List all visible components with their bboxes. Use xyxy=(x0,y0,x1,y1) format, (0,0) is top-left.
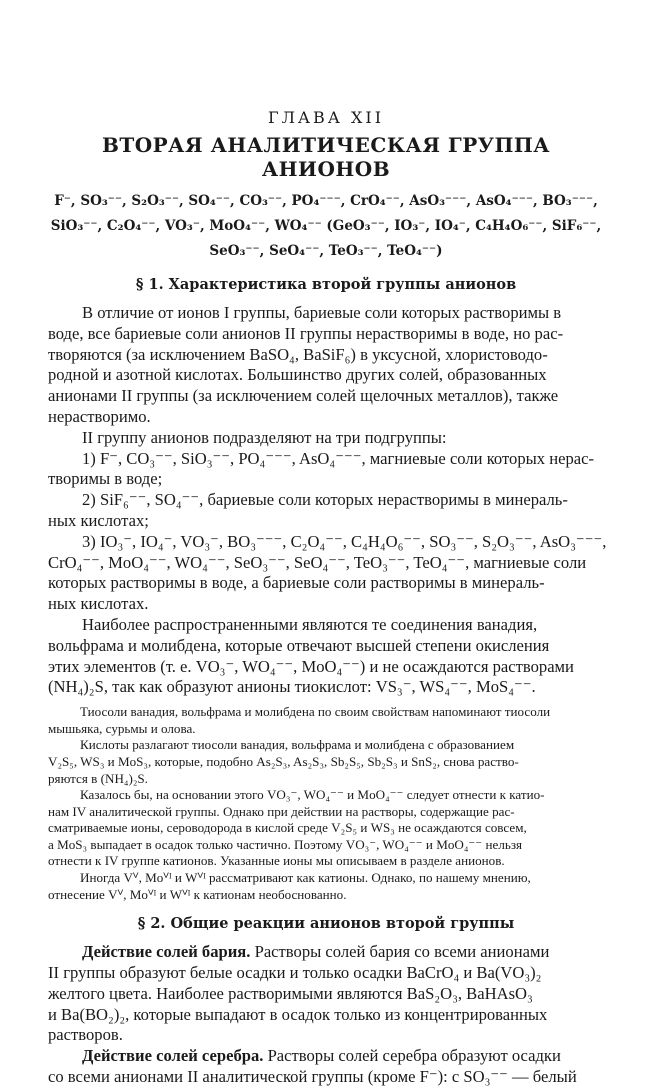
anion-list-line: SeO₃⁻⁻, SeO₄⁻⁻, TeO₃⁻⁻, TeO₄⁻⁻) xyxy=(209,243,443,259)
note-line: V₂S₅, WS₃ и MoS₃, которые, подобно As₂S₃, As₂S₃, Sb₂S₅, Sb₂S₃ и SnS₂, снова раство- xyxy=(48,753,519,769)
note-line: Казалось бы, на основании этого VO₃⁻, WO₄⁻⁻ и MoO₄⁻⁻ следует отнести к катио- xyxy=(80,787,545,803)
paragraph-text: Растворы солей бария со всеми анионами xyxy=(250,942,550,962)
text-line: которых растворимы в воде, а бариевые соли растворимы в минераль- xyxy=(48,573,545,593)
text-line: со всеми анионами II аналитической группы (кроме F⁻): с SO₃⁻⁻ — белый xyxy=(48,1067,577,1087)
section-1-heading: § 1. Характеристика второй группы анионов xyxy=(135,276,517,293)
note-line: а MoS₃ выпадает в осадок только частично. Поэтому VO₃⁻, WO₄⁻⁻ и MoO₄⁻⁻ нельзя xyxy=(48,836,523,852)
text-line: 2) SiF₆⁻⁻, SO₄⁻⁻, бариевые соли которых нерастворимы в минераль- xyxy=(82,490,568,510)
text-line: 3) IO₃⁻, IO₄⁻, VO₃⁻, BO₃⁻⁻⁻, C₂O₄⁻⁻, C₄H₄O₆⁻⁻, SO₃⁻⁻, S₂O₃⁻⁻, AsO₃⁻⁻⁻, xyxy=(82,531,607,551)
text-line: воде, все бариевые соли анионов II группы нерастворимы в воде, но рас- xyxy=(48,323,564,343)
text-line: ных кислотах. xyxy=(48,594,149,614)
text-line: II группы образуют белые осадки и только осадки BaCrO₄ и Ba(VO₃)₂ xyxy=(48,963,542,983)
paragraph-lead: Действие солей бария. xyxy=(82,942,251,962)
text-line: 1) F⁻, CO₃⁻⁻, SiO₃⁻⁻, PO₄⁻⁻⁻, AsO₄⁻⁻⁻, магниевые соли которых нерас- xyxy=(82,448,595,468)
text-line: II группу анионов подразделяют на три подгруппы: xyxy=(82,427,447,447)
text-line: CrO₄⁻⁻, MoO₄⁻⁻, WO₄⁻⁻, SeO₃⁻⁻, SeO₄⁻⁻, TeO₃⁻⁻, TeO₄⁻⁻, магниевые соли xyxy=(48,552,587,572)
note-line: отнести к IV группе катионов. Указанные ионы мы описываем в разделе анионов. xyxy=(48,853,505,869)
text-line: растворов. xyxy=(48,1025,123,1045)
text-line: этих элементов (т. е. VO₃⁻, WO₄⁻⁻, MoO₄⁻⁻) и не осаждаются растворами xyxy=(48,656,574,676)
anion-list-line: F⁻, SO₃⁻⁻, S₂O₃⁻⁻, SO₄⁻⁻, CO₃⁻⁻, PO₄⁻⁻⁻, CrO₄⁻⁻, AsO₃⁻⁻⁻, AsO₄⁻⁻⁻, BO₃⁻⁻⁻, xyxy=(54,193,598,209)
text-line: вольфрама и молибдена, которые отвечают высшей степени окисления xyxy=(48,635,550,655)
chapter-heading: ГЛАВА XII xyxy=(267,108,385,127)
note-line: мышьяка, сурьмы и олова. xyxy=(48,720,196,736)
paragraph-text: Растворы солей серебра образуют осадки xyxy=(263,1046,561,1066)
text-line: творимы в воде; xyxy=(48,469,163,489)
text-line: творяются (за исключением BaSO₄, BaSiF₆) в уксусной, хлористоводо- xyxy=(48,344,548,364)
text-line: нерастворимо. xyxy=(48,406,151,426)
note-line: Кислоты разлагают тиосоли ванадия, вольфрама и молибдена с образованием xyxy=(80,737,515,753)
text-line xyxy=(48,1046,604,1067)
text-line: В отличие от ионов I группы, бариевые соли которых растворимы в xyxy=(82,303,562,322)
text-line xyxy=(48,942,604,963)
chapter-title: ВТОРАЯ АНАЛИТИЧЕСКАЯ ГРУППА АНИОНОВ xyxy=(101,133,551,181)
text-line: Наиболее распространенными являются те соединения ванадия, xyxy=(82,614,538,634)
note-line: сматриваемые ионы, сероводорода в кислой среде V₂S₅ и WS₃ не осаждаются совсем, xyxy=(48,820,527,836)
note-line: нам IV аналитической группы. Однако при действии на растворы, содержащие рас- xyxy=(48,803,515,819)
text-line: анионами II группы (за исключением солей щелочных металлов), также xyxy=(48,386,559,406)
note-line: ряются в (NH₄)₂S. xyxy=(48,770,148,786)
text-line: родной и азотной кислотах. Большинство других солей, образованных xyxy=(48,365,547,385)
note-line: отнесение Vⱽ, Moⱽᴵ и Wⱽᴵ к катионам необоснованно. xyxy=(48,886,347,902)
note-line: Тиосоли ванадия, вольфрама и молибдена по своим свойствам напоминают тиосоли xyxy=(80,704,551,720)
section-2-heading: § 2. Общие реакции анионов второй группы xyxy=(137,915,515,933)
anion-list-line: SiO₃⁻⁻, C₂O₄⁻⁻, VO₃⁻, MoO₄⁻⁻, WO₄⁻⁻ (GeO₃⁻⁻, IO₃⁻, IO₄⁻, C₄H₄O₆⁻⁻, SiF₆⁻⁻, xyxy=(50,218,602,234)
text-line: желтого цвета. Наиболее растворимыми являются BaS₂O₃, BaHAsO₃ xyxy=(48,983,533,1003)
document-page xyxy=(48,108,607,1088)
text-line: ных кислотах; xyxy=(48,510,149,530)
text-line: (NH₄)₂S, так как образуют анионы тиокислот: VS₃⁻, WS₄⁻⁻, MoS₄⁻⁻. xyxy=(48,677,536,697)
paragraph-lead: Действие солей серебра. xyxy=(82,1046,264,1066)
text-line: и Ba(BO₂)₂, которые выпадают в осадок только из концентрированных xyxy=(48,1004,548,1024)
note-line: Иногда Vⱽ, Moⱽᴵ и Wⱽᴵ рассматривают как катионы. Однако, по нашему мнению, xyxy=(80,870,531,886)
